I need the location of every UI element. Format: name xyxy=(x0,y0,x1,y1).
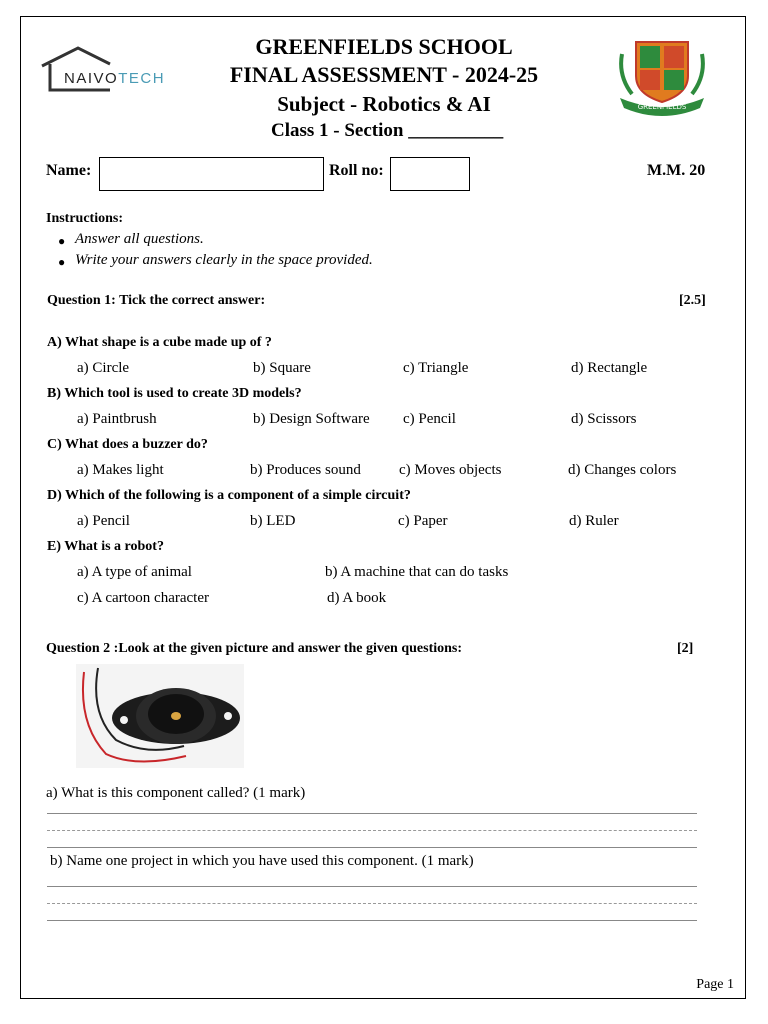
question-2-marks: [2] xyxy=(677,641,694,656)
school-crest-icon xyxy=(616,36,708,120)
question-1a: A) What shape is a cube made up of ? xyxy=(47,335,272,350)
option[interactable]: c) Moves objects xyxy=(399,462,502,478)
name-field[interactable] xyxy=(99,157,324,191)
option[interactable]: d) A book xyxy=(327,590,387,606)
question-1b: B) Which tool is used to create 3D models? xyxy=(47,386,302,401)
bullet-icon: ● xyxy=(58,234,66,248)
option[interactable]: d) Scissors xyxy=(571,411,637,427)
bullet-icon: ● xyxy=(58,255,66,269)
subject-title: Subject - Robotics & AI xyxy=(277,92,491,116)
question-2-title: Question 2 :Look at the given picture and answer the given questions: xyxy=(46,641,463,656)
option[interactable]: b) Square xyxy=(253,360,311,376)
option[interactable]: a) Pencil xyxy=(77,513,130,529)
option[interactable]: d) Changes colors xyxy=(568,462,677,478)
question-1e: E) What is a robot? xyxy=(47,539,164,554)
option[interactable]: a) Circle xyxy=(77,360,130,376)
answer-guide-line xyxy=(47,830,697,831)
name-label: Name: xyxy=(46,162,92,179)
option[interactable]: a) Makes light xyxy=(77,462,164,478)
option[interactable]: a) Paintbrush xyxy=(77,411,157,427)
max-marks: M.M. 20 xyxy=(647,162,706,179)
option[interactable]: d) Ruler xyxy=(569,513,619,529)
option[interactable]: b) Design Software xyxy=(253,411,370,427)
option[interactable]: d) Rectangle xyxy=(571,360,648,376)
instruction-item: Answer all questions. xyxy=(75,231,204,247)
roll-field[interactable] xyxy=(390,157,470,191)
answer-guide-line xyxy=(47,903,697,904)
option[interactable]: a) A type of animal xyxy=(77,564,192,580)
option[interactable]: c) A cartoon character xyxy=(77,590,210,606)
question-2a: a) What is this component called? (1 mark) xyxy=(46,785,306,801)
answer-line[interactable] xyxy=(47,920,697,921)
option[interactable]: b) A machine that can do tasks xyxy=(325,564,509,580)
question-1c: C) What does a buzzer do? xyxy=(47,437,208,452)
question-2b: b) Name one project in which you have used this component. (1 mark) xyxy=(50,853,474,869)
option[interactable]: b) LED xyxy=(250,513,296,529)
instructions-title: Instructions: xyxy=(46,211,124,226)
instruction-item: Write your answers clearly in the space provided. xyxy=(75,252,373,268)
naivotech-wordmark: NAIVOTECH xyxy=(64,70,166,87)
class-section: Class 1 - Section __________ xyxy=(271,120,504,141)
roll-label: Roll no: xyxy=(329,162,384,179)
option[interactable]: c) Pencil xyxy=(403,411,456,427)
question-1d: D) Which of the following is a component of a simple circuit? xyxy=(47,488,411,503)
option[interactable]: c) Paper xyxy=(398,513,448,529)
question-1-title: Question 1: Tick the correct answer: xyxy=(47,293,266,308)
svg-text:GREENFIELDS: GREENFIELDS xyxy=(637,103,687,111)
answer-line[interactable] xyxy=(47,813,697,814)
page-number: Page 1 xyxy=(696,977,734,992)
option[interactable]: b) Produces sound xyxy=(250,462,361,478)
school-name: GREENFIELDS SCHOOL xyxy=(255,34,513,59)
option[interactable]: c) Triangle xyxy=(403,360,469,376)
question-1-marks: [2.5] xyxy=(679,293,706,308)
answer-line[interactable] xyxy=(47,886,697,887)
assessment-title: FINAL ASSESSMENT - 2024-25 xyxy=(229,62,539,87)
buzzer-image xyxy=(76,664,244,768)
answer-line[interactable] xyxy=(47,847,697,848)
